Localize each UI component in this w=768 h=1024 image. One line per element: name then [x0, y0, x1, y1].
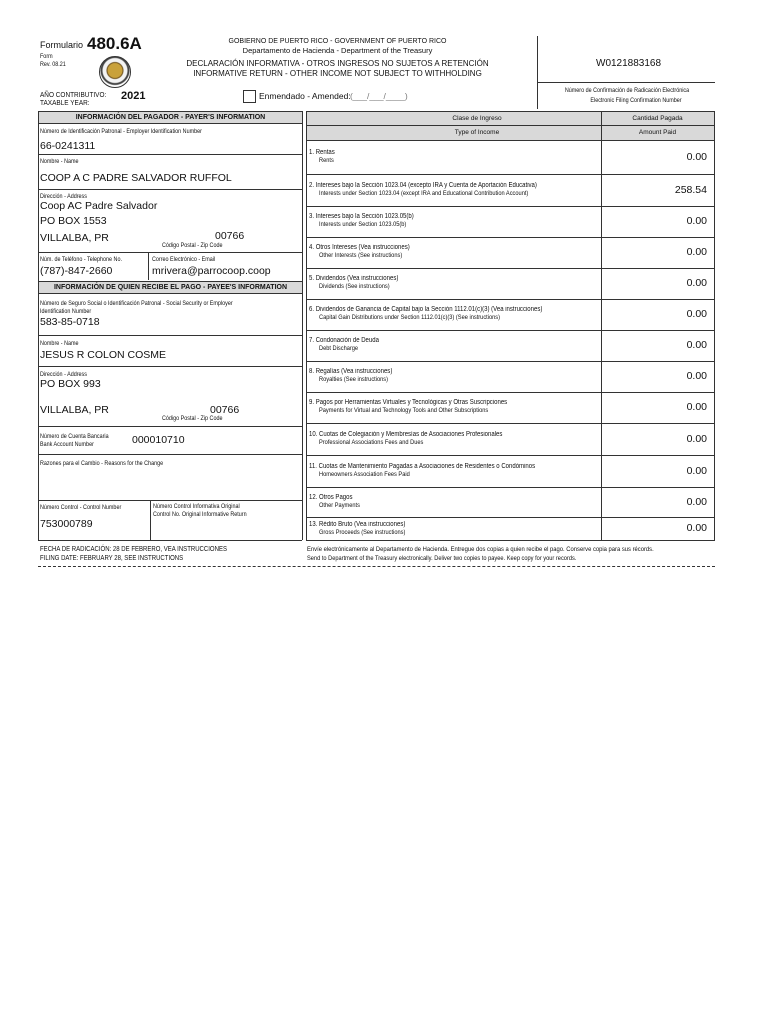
payer-zip[interactable]: 00766: [215, 230, 245, 242]
income-type-en: Dividends (See instructions): [319, 283, 390, 290]
income-type-en: Other Payments: [319, 501, 360, 509]
col-type-es: Clase de Ingreso: [452, 115, 502, 122]
bank-account-label-en: Bank Account Number: [40, 441, 94, 448]
orig-control-label-en: Control No. Original Informative Return: [153, 511, 247, 518]
income-row: [307, 456, 714, 488]
income-row: [307, 269, 714, 300]
col-amount-es: Cantidad Pagada: [632, 115, 683, 122]
income-type-es: 13. Rédito Bruto (Vea instrucciones): [309, 521, 406, 528]
income-header-row-1: [307, 112, 714, 126]
payer-header: INFORMACIÓN DEL PAGADOR - PAYER'S INFORMATION: [38, 111, 303, 124]
payee-header: INFORMACIÓN DE QUIEN RECIBE EL PAGO - PAYEE'S INFORMATION: [38, 281, 303, 294]
payer-phone[interactable]: (787)-847-2660: [40, 265, 113, 277]
payer-name-label: Nombre - Name: [40, 158, 79, 165]
income-table: [306, 111, 715, 541]
income-type-es: 9. Pagos por Herramientas Virtuales y Tecnológicas y Otras Suscripciones: [309, 399, 508, 406]
rule: [38, 454, 302, 455]
payee-address-label: Dirección - Address: [40, 371, 87, 378]
filing-date-en: FILING DATE: FEBRUARY 28, SEE INSTRUCTIONS: [40, 555, 184, 562]
income-header-row-2: [307, 126, 714, 141]
income-type-es: 5. Dividendos (Vea instrucciones): [309, 275, 399, 282]
payer-address-line1[interactable]: Coop AC Padre Salvador: [40, 200, 158, 212]
income-amount[interactable]: 0.00: [686, 339, 707, 351]
payer-ein[interactable]: 66-0241311: [40, 140, 96, 152]
title-en: INFORMATIVE RETURN - OTHER INCOME NOT SUBJECT TO WITHHOLDING: [193, 69, 482, 78]
income-amount[interactable]: 0.00: [686, 401, 707, 413]
income-type-es: 10. Cuotas de Colegiación y Membresías de Asociaciones Profesionales: [309, 430, 503, 438]
bank-account-label-es: Número de Cuenta Bancaria: [40, 433, 109, 440]
income-amount[interactable]: 258.54: [674, 183, 707, 196]
income-type-en: Interests under Section 1023.04 (except IRA and Educational Contribution Account): [319, 189, 529, 197]
payee-ssn-label-2: Identification Number: [40, 308, 92, 315]
income-type-en: Professional Associations Fees and Dues: [319, 438, 424, 446]
rule: [38, 252, 302, 253]
income-type-en: Debt Discharge: [319, 345, 359, 352]
income-row: [307, 518, 714, 540]
income-type-es: 6. Dividendos de Ganancia de Capital bajo la Sección 1112.01(c)(3) (Vea instrucciones): [309, 306, 543, 313]
income-row: [307, 331, 714, 362]
payer-city[interactable]: VILLALBA, PR: [40, 232, 109, 244]
col-type-en: Type of Income: [454, 129, 500, 136]
confirmation-label-en: Electronic Filing Confirmation Number: [590, 97, 682, 104]
tax-year-label-en: TAXABLE YEAR:: [40, 98, 90, 107]
payer-address-label: Dirección - Address: [40, 193, 87, 200]
payer-address-line2[interactable]: PO BOX 1553: [40, 215, 107, 227]
payer-zip-label: Código Postal - Zip Code: [162, 242, 223, 249]
income-row: [307, 207, 714, 238]
payee-address-line1[interactable]: PO BOX 993: [40, 378, 101, 390]
income-type-es: 11. Cuotas de Mantenimiento Pagadas a Asociaciones de Residentes o Condóminos: [309, 462, 536, 470]
income-amount[interactable]: 0.00: [686, 370, 707, 382]
income-type-en: Interests under Section 1023.05(b): [319, 221, 407, 228]
income-row: [307, 488, 714, 518]
income-type-en: Capital Gain Distributions under Section 1112.01(c)(3) (See instructions): [319, 314, 501, 321]
income-type-en: Gross Proceeds (See instructions): [319, 529, 406, 536]
payee-ssn[interactable]: 583-85-0718: [40, 316, 100, 328]
header-right-divider: [537, 36, 538, 109]
treasury-seal-icon: [99, 56, 131, 88]
payee-zip-label: Código Postal - Zip Code: [162, 415, 223, 422]
income-type-es: 4. Otros Intereses (Vea instrucciones): [309, 244, 410, 251]
payer-name[interactable]: COOP A C PADRE SALVADOR RUFFOL: [40, 172, 232, 184]
amended-label: Enmendado - Amended:: [259, 91, 351, 101]
income-type-en: Homeowners Association Fees Paid: [319, 470, 410, 478]
header-right-rule: [537, 82, 715, 83]
filing-date-es: FECHA DE RADICACIÓN: 28 DE FEBRERO, VEA INSTRUCCIONES: [40, 546, 227, 553]
dept-line: Departamento de Hacienda - Department of the Treasury: [242, 46, 433, 55]
amended-date-field[interactable]: (___/___/____): [350, 91, 408, 101]
formulario-label: Formulario: [40, 40, 84, 50]
income-type-es: 1. Rentas: [309, 149, 335, 156]
revision: Rev. 08.21: [40, 61, 66, 68]
income-type-es: 7. Condonación de Deuda: [309, 337, 379, 344]
header-titles: [180, 38, 495, 79]
orig-control-label-es: Número Control Informativa Original: [153, 503, 240, 510]
payee-name[interactable]: JESUS R COLON COSME: [40, 349, 167, 361]
income-type-es: 2. Intereses bajo la Sección 1023.04 (excepto IRA y Cuenta de Aportación Educativa): [309, 181, 537, 189]
rule: [148, 252, 149, 280]
income-amount[interactable]: 0.00: [686, 277, 707, 289]
form-id-block: [40, 34, 150, 74]
rule: [38, 335, 302, 336]
left-col-right-border: [302, 111, 303, 540]
income-row: [307, 238, 714, 269]
income-amount[interactable]: 0.00: [686, 215, 707, 227]
send-instructions-en: Send to Department of the Treasury electronically. Deliver two copies to payee. Keep copy for your records.: [307, 555, 577, 562]
income-amount[interactable]: 0.00: [686, 464, 707, 477]
confirmation-number: W0121883168: [596, 58, 662, 69]
left-border: [38, 111, 39, 540]
rule: [38, 500, 302, 501]
form-number: 480.6A: [87, 34, 142, 53]
payer-email-label: Correo Electrónico - Email: [152, 256, 216, 263]
cut-line: [38, 566, 715, 567]
rule: [38, 154, 302, 155]
bank-account[interactable]: 000010710: [132, 434, 185, 446]
income-type-es: 3. Intereses bajo la Sección 1023.05(b): [309, 213, 414, 220]
col-amount-en: Amount Paid: [638, 129, 677, 136]
income-type-es: 8. Regalías (Vea instrucciones): [309, 368, 393, 375]
amended-checkbox[interactable]: [243, 90, 256, 103]
income-row: [307, 393, 714, 424]
control-number[interactable]: 753000789: [40, 518, 93, 530]
rule: [38, 189, 302, 190]
tax-year-label-es: AÑO CONTRIBUTIVO:: [40, 90, 107, 99]
income-type-es: 12. Otros Pagos: [309, 493, 353, 501]
left-bottom-border: [38, 540, 302, 541]
income-amount[interactable]: 0.00: [686, 522, 707, 534]
control-number-label: Número Control - Control Number: [40, 504, 122, 511]
income-type-en: Rents: [319, 157, 334, 164]
gov-line: GOBIERNO DE PUERTO RICO - GOVERNMENT OF PUERTO RICO: [228, 38, 447, 45]
income-row: [307, 142, 714, 175]
income-type-en: Other Interests (See instructions): [319, 252, 403, 259]
rule: [38, 366, 302, 367]
tax-year: 2021: [121, 90, 146, 102]
rule: [38, 426, 302, 427]
income-amount[interactable]: 0.00: [686, 495, 707, 508]
income-row: [307, 300, 714, 331]
income-type-en: Payments for Virtual and Technology Tools and Other Subscriptions: [319, 407, 489, 414]
income-row: [307, 175, 714, 207]
income-amount[interactable]: 0.00: [686, 151, 707, 163]
payee-zip[interactable]: 00766: [210, 404, 240, 416]
income-amount[interactable]: 0.00: [686, 432, 707, 445]
reasons-label: Razones para el Cambio - Reasons for the Change: [40, 460, 164, 467]
payer-email[interactable]: mrivera@parrocoop.coop: [152, 265, 271, 277]
payee-name-label: Nombre - Name: [40, 340, 79, 347]
income-amount[interactable]: 0.00: [686, 308, 707, 320]
income-type-en: Royalties (See instructions): [319, 376, 389, 383]
confirmation-label-es: Número de Confirmación de Radicación Electrónica: [564, 87, 690, 94]
income-row: [307, 362, 714, 393]
payee-ssn-label-1: Número de Seguro Social o Identificación Patronal - Social Security or Employer: [40, 300, 233, 307]
send-instructions-es: Envíe electrónicamente al Departamento de Hacienda. Entregue dos copias a quien recibe el pago. Conserve copia para sus récords.: [307, 546, 654, 553]
payer-ein-label: Número de Identificación Patronal - Employer Identification Number: [40, 128, 202, 135]
payer-phone-label: Núm. de Teléfono - Telephone No.: [40, 256, 122, 263]
income-row: [307, 424, 714, 456]
title-es: DECLARACIÓN INFORMATIVA - OTROS INGRESOS NO SUJETOS A RETENCIÓN: [186, 59, 489, 68]
rule: [150, 500, 151, 540]
income-amount[interactable]: 0.00: [686, 246, 707, 258]
form-label: Form: [40, 53, 53, 60]
payee-city[interactable]: VILLALBA, PR: [40, 404, 109, 416]
